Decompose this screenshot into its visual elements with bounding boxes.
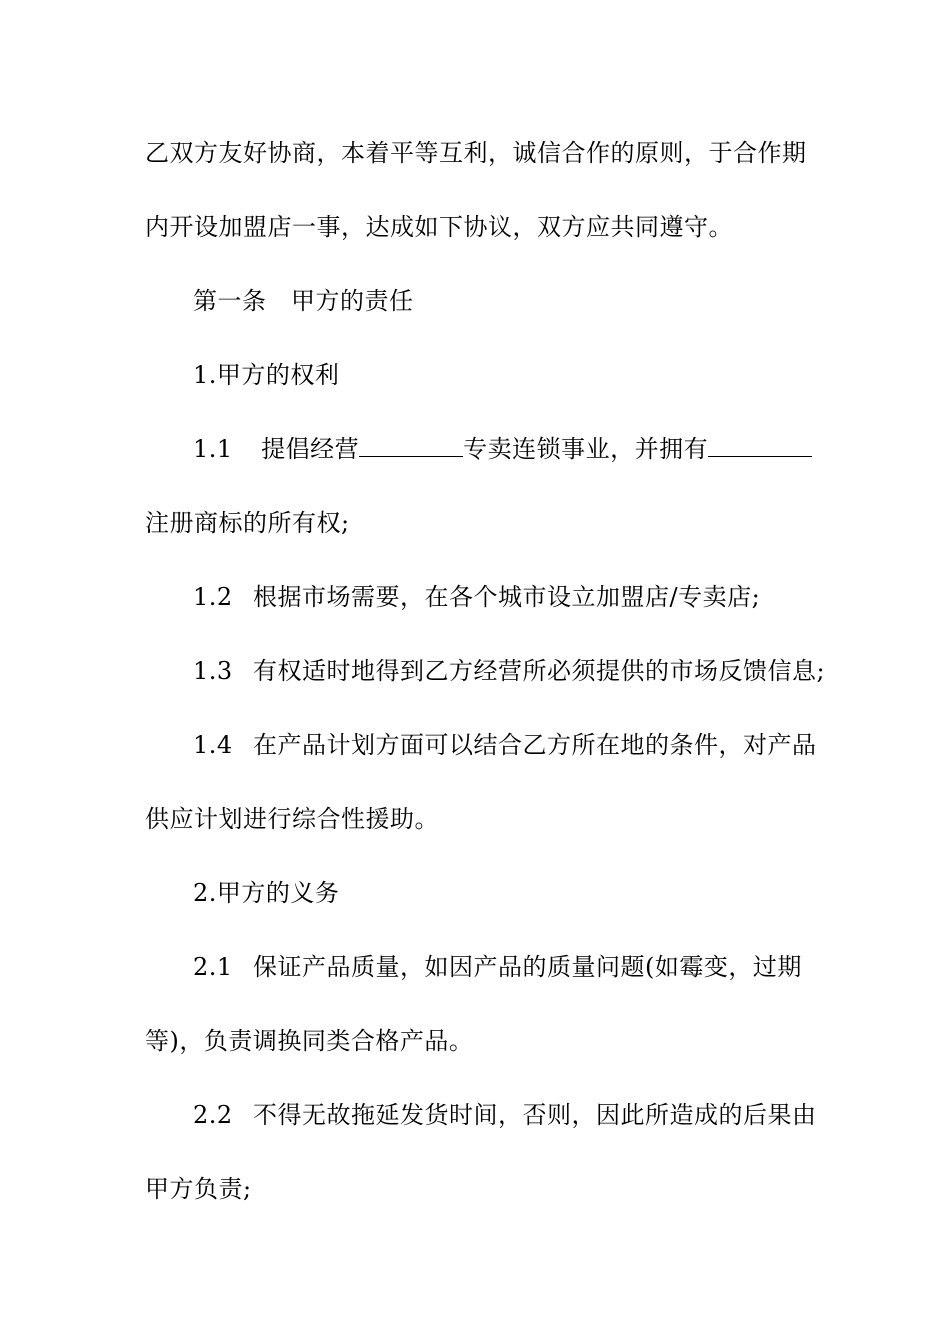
clause-line <box>193 655 863 687</box>
clause-text: 根据市场需要，在各个城市设立加盟店/专卖店; <box>253 583 761 611</box>
clause-number: 1.3 <box>193 657 233 685</box>
clause-number: 2.1 <box>193 953 233 981</box>
clause-text: 提倡经营 <box>261 435 360 463</box>
clause-line <box>193 1099 863 1131</box>
clause-text: 专卖连锁事业，并拥有 <box>463 435 709 463</box>
clause-text: 有权适时地得到乙方经营所必须提供的市场反馈信息; <box>253 657 826 685</box>
paragraph-line: 乙双方友好协商，本着平等互利，诚信合作的原则，于合作期 <box>145 139 807 167</box>
paragraph-line: 甲方负责; <box>145 1175 252 1203</box>
section-heading: 2.甲方的义务 <box>193 879 340 907</box>
paragraph-line: 等)，负责调换同类合格产品。 <box>145 1027 474 1055</box>
clause-text: 不得无故拖延发货时间，否则，因此所造成的后果由 <box>253 1101 817 1129</box>
clause-line <box>193 729 863 761</box>
clause-number: 1.2 <box>193 583 233 611</box>
clause-text: 保证产品质量，如因产品的质量问题(如霉变，过期 <box>253 953 802 981</box>
clause-line <box>193 433 863 465</box>
paragraph-line: 供应计划进行综合性援助。 <box>145 805 439 833</box>
article-heading: 第一条 甲方的责任 <box>193 287 414 315</box>
fill-blank <box>359 434 463 457</box>
paragraph-line: 内开设加盟店一事，达成如下协议，双方应共同遵守。 <box>145 213 733 241</box>
fill-blank <box>708 434 812 457</box>
paragraph-line: 注册商标的所有权; <box>145 509 350 537</box>
clause-number: 2.2 <box>193 1101 233 1129</box>
clause-line <box>193 581 863 613</box>
clause-line <box>193 951 863 983</box>
clause-number: 1.4 <box>193 731 233 759</box>
clause-number: 1.1 <box>193 435 233 463</box>
clause-text: 在产品计划方面可以结合乙方所在地的条件，对产品 <box>253 731 817 759</box>
section-heading: 1.甲方的权利 <box>193 361 340 389</box>
